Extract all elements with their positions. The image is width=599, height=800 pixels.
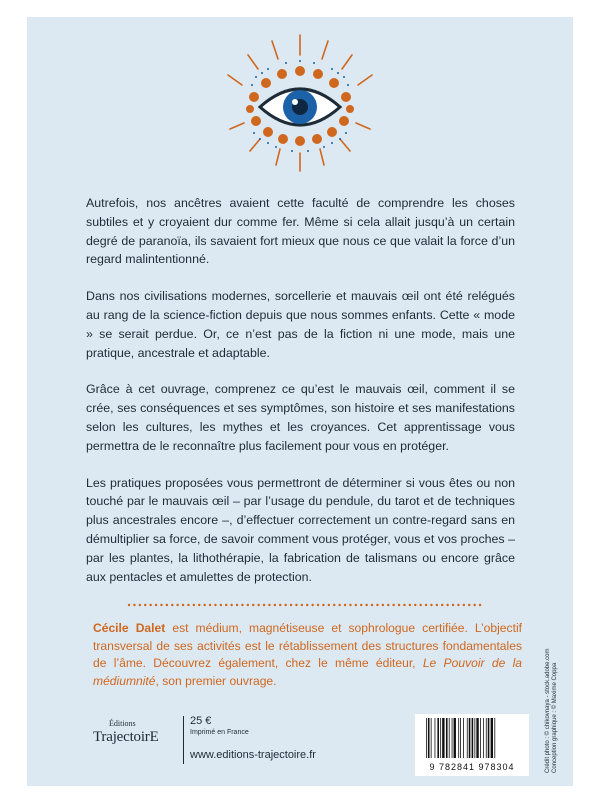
price: 25 € bbox=[190, 715, 212, 727]
dotted-divider bbox=[127, 602, 487, 608]
publisher-small-label: Éditions bbox=[109, 719, 136, 728]
publisher-logo bbox=[93, 717, 178, 765]
publisher-name: TrajectoirE bbox=[93, 729, 159, 745]
credits bbox=[545, 643, 559, 773]
footer bbox=[93, 714, 553, 774]
photo-credit: Crédit photo : © chikovnaya - stock.adobe.com bbox=[545, 648, 551, 773]
design-credit: Conception graphique : © Maxime Coppa bbox=[552, 662, 558, 773]
printed-in: Imprimé en France bbox=[190, 729, 249, 736]
author-bio bbox=[93, 620, 522, 690]
author-name: Cécile Dalet bbox=[93, 621, 166, 635]
description-text bbox=[86, 194, 515, 604]
book-back-cover bbox=[27, 17, 573, 786]
author-bio-text: est médium, magnétiseuse et sophrologue certifiée. L’objectif transversal de ses activités est le rétablissement des structures fondamentales de l’âme. Découvrez également, chez le même éditeur, bbox=[93, 621, 522, 670]
book-title: Le Pouvoir de la médiumnité bbox=[93, 656, 522, 688]
isbn-number: 9 782841 978304 bbox=[429, 762, 515, 772]
paragraph-4: Les pratiques proposées vous permettront de déterminer si vous êtes ou non touché par le mauvais œil – par l’usage du pendule, du tarot et de techniques plus ancestrales encore –, d’effectuer correctement un contre-regard sans en démultiplier sa force, de savoir comment vous protéger, vous et vos proches – par les plantes, la lithothérapie, la fabrication de talismans ou encore grâce aux pentacles et amulettes de protection. bbox=[86, 475, 515, 584]
footer-separator bbox=[183, 716, 184, 764]
paragraph-3: Grâce à cet ouvrage, comprenez ce qu’est le mauvais œil, comment il se crée, ses conséquences et ses symptômes, son histoire et ses manifestations selon les cultures, les mythes et les croyances. Cet apprentissage vous permettra de le reconnaître plus facilement pour vous en protéger. bbox=[86, 382, 515, 453]
author-bio-end: , son premier ouvrage. bbox=[155, 673, 277, 688]
barcode-bars bbox=[424, 718, 520, 760]
paragraph-1: Autrefois, nos ancêtres avaient cette faculté de comprendre les choses subtiles et y croyaient dur comme fer. Même si cela allait jusqu’à un certain degré de paranoïa, ils savaient fort mieux que nous ce que valait la force d’un regard malintentionné. bbox=[86, 196, 515, 267]
evil-eye-icon bbox=[216, 33, 384, 173]
website: www.editions-trajectoire.fr bbox=[190, 749, 316, 761]
isbn-barcode bbox=[415, 714, 529, 776]
paragraph-2: Dans nos civilisations modernes, sorcellerie et mauvais œil ont été relégués au rang de la science-fiction depuis que nous sommes enfants. Cette « mode » se serait perdue. Or, ce n’est pas de la fiction ni une mode, mais une pratique, ancestrale et adaptable. bbox=[86, 289, 515, 360]
